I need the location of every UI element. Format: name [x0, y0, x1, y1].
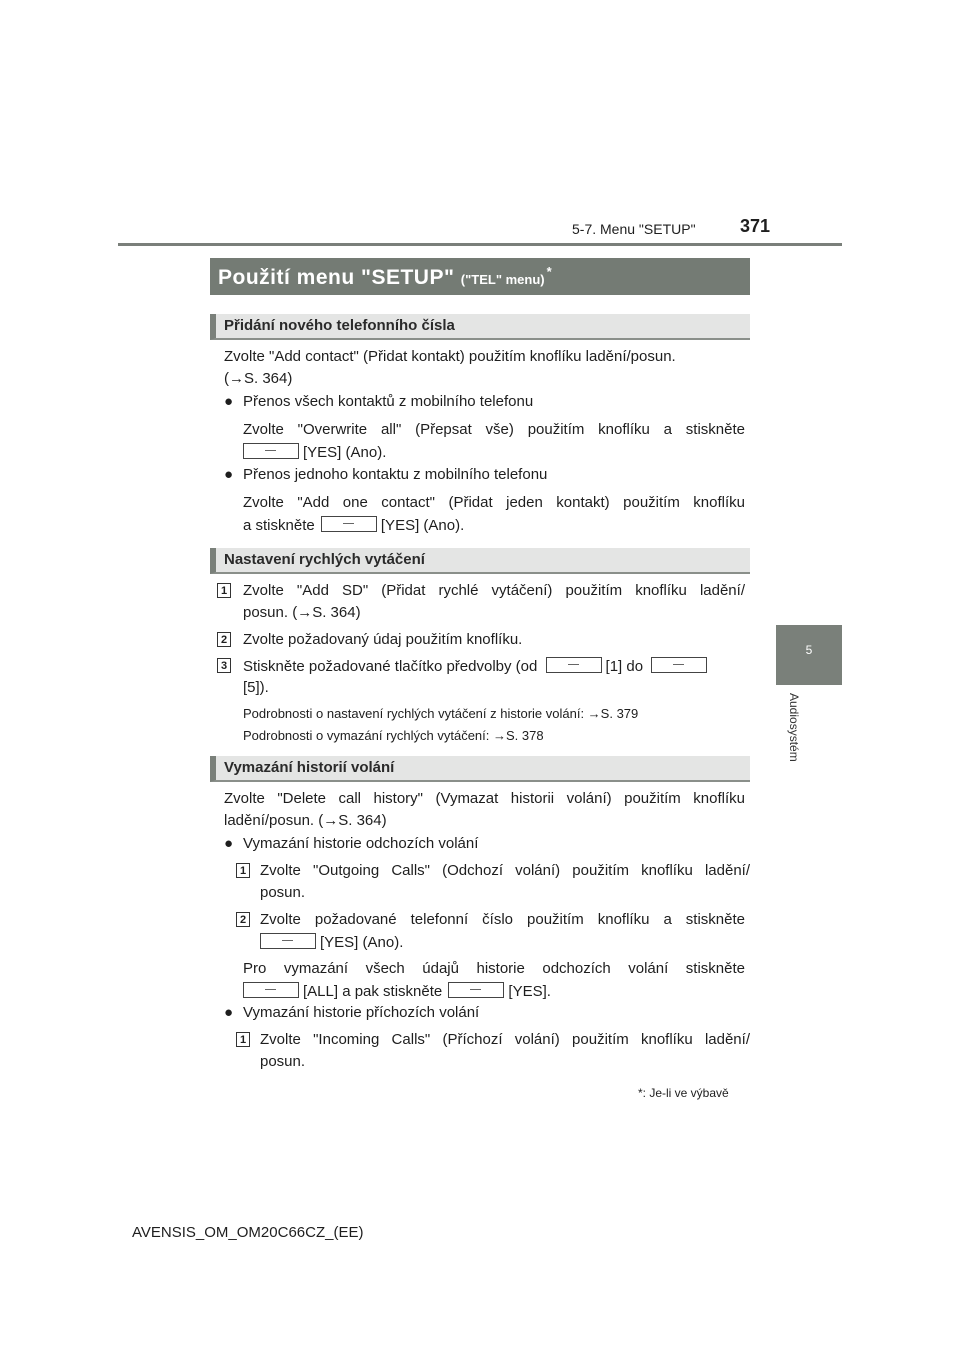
- section-heading-speed-dial: Nastavení rychlých vytáčení: [210, 548, 750, 574]
- button-graphic-icon: [260, 933, 316, 949]
- section-heading-delete-history: Vymazání historií volání: [210, 756, 750, 782]
- running-header-section: 5-7. Menu "SETUP": [572, 221, 696, 237]
- button-graphic-icon: [651, 657, 707, 673]
- text-line: Zvolte požadovaný údaj použitím knoflíku.: [243, 631, 523, 648]
- text-yes: [YES] (Ano).: [380, 517, 465, 534]
- footnote: *: Je-li ve výbavě: [638, 1086, 729, 1100]
- text-line: (→S. 364): [224, 370, 293, 387]
- bullet-icon: ●: [224, 1004, 234, 1021]
- text-range: [1] do: [605, 658, 644, 675]
- text-yes: [YES].: [508, 983, 551, 1000]
- text-press-preset: Stiskněte požadované tlačítko předvolby (od: [243, 658, 538, 675]
- page-title-main: Použití menu "SETUP": [218, 266, 455, 289]
- text-line: Zvolte "Overwrite all" (Přepsat vše) použitím knoflíku a stiskněte: [243, 421, 745, 438]
- button-graphic-icon: [546, 657, 602, 673]
- note-line: Podrobnosti o nastavení rychlých vytáčení z historie volání: →S. 379: [243, 706, 639, 721]
- step-number-badge: 2: [217, 632, 231, 647]
- text-line: [243, 443, 386, 462]
- button-graphic-icon: [448, 982, 504, 998]
- text-line: [243, 657, 711, 676]
- asterisk-mark: *: [546, 264, 553, 279]
- text-line: posun. (→S. 364): [243, 604, 361, 621]
- section-heading-add-number: Přidání nového telefonního čísla: [210, 314, 750, 340]
- page-title: [218, 264, 552, 290]
- text-line: posun.: [260, 1053, 306, 1070]
- text-line: Zvolte "Add one contact" (Přidat jeden kontakt) použitím knoflíku: [243, 494, 745, 511]
- note-line: Podrobnosti o vymazání rychlých vytáčení: →S. 378: [243, 728, 544, 743]
- text-line: Zvolte "Outgoing Calls" (Odchozí volání) použitím knoflíku ladění/: [260, 862, 750, 879]
- header-rule: [118, 243, 842, 246]
- step-number-badge: 1: [236, 1032, 250, 1047]
- step-number-badge: 3: [217, 658, 231, 673]
- text-line: Zvolte "Add contact" (Přidat kontakt) použitím knoflíku ladění/posun.: [224, 348, 676, 365]
- bullet-icon: ●: [224, 466, 234, 483]
- text-line: ladění/posun. (→S. 364): [224, 812, 387, 829]
- text-all: [ALL] a pak stiskněte: [303, 983, 443, 1000]
- text-line: Zvolte "Incoming Calls" (Příchozí volání) použitím knoflíku ladění/: [260, 1031, 750, 1048]
- text-press: a stiskněte: [243, 517, 315, 534]
- chapter-tab: [776, 625, 842, 685]
- text-yes: [YES] (Ano).: [320, 934, 404, 951]
- page-number: 371: [740, 216, 771, 236]
- chapter-label: Audiosystém: [787, 693, 801, 762]
- page-title-sub: ("TEL" menu): [460, 272, 545, 287]
- button-graphic-icon: [243, 443, 299, 459]
- text-line: Vymazání historie příchozích volání: [243, 1004, 480, 1021]
- text-line: Přenos jednoho kontaktu z mobilního telefonu: [243, 466, 548, 483]
- step-number-badge: 1: [217, 583, 231, 598]
- text-line: Zvolte požadované telefonní číslo použitím knoflíku a stiskněte: [260, 911, 745, 928]
- bullet-icon: ●: [224, 393, 234, 410]
- text-line: [5]).: [243, 679, 269, 696]
- text-line: Pro vymazání všech údajů historie odchozích volání stiskněte: [243, 960, 745, 977]
- document-code: AVENSIS_OM_OM20C66CZ_(EE): [132, 1224, 364, 1241]
- step-number-badge: 2: [236, 912, 250, 927]
- chapter-number: 5: [805, 643, 813, 657]
- step-number-badge: 1: [236, 863, 250, 878]
- text-yes: [YES] (Ano).: [303, 444, 387, 461]
- text-line: [243, 982, 551, 1001]
- text-line: [243, 516, 464, 535]
- text-line: Zvolte "Delete call history" (Vymazat historii volání) použitím knoflíku: [224, 790, 745, 807]
- page-title-bar: [210, 258, 750, 295]
- text-line: posun.: [260, 884, 306, 901]
- text-line: Zvolte "Add SD" (Přidat rychlé vytáčení) použitím knoflíku ladění/: [243, 582, 745, 599]
- text-line: Přenos všech kontaktů z mobilního telefonu: [243, 393, 534, 410]
- button-graphic-icon: [321, 516, 377, 532]
- button-graphic-icon: [243, 982, 299, 998]
- text-line: [260, 933, 403, 952]
- bullet-icon: ●: [224, 835, 234, 852]
- text-line: Vymazání historie odchozích volání: [243, 835, 479, 852]
